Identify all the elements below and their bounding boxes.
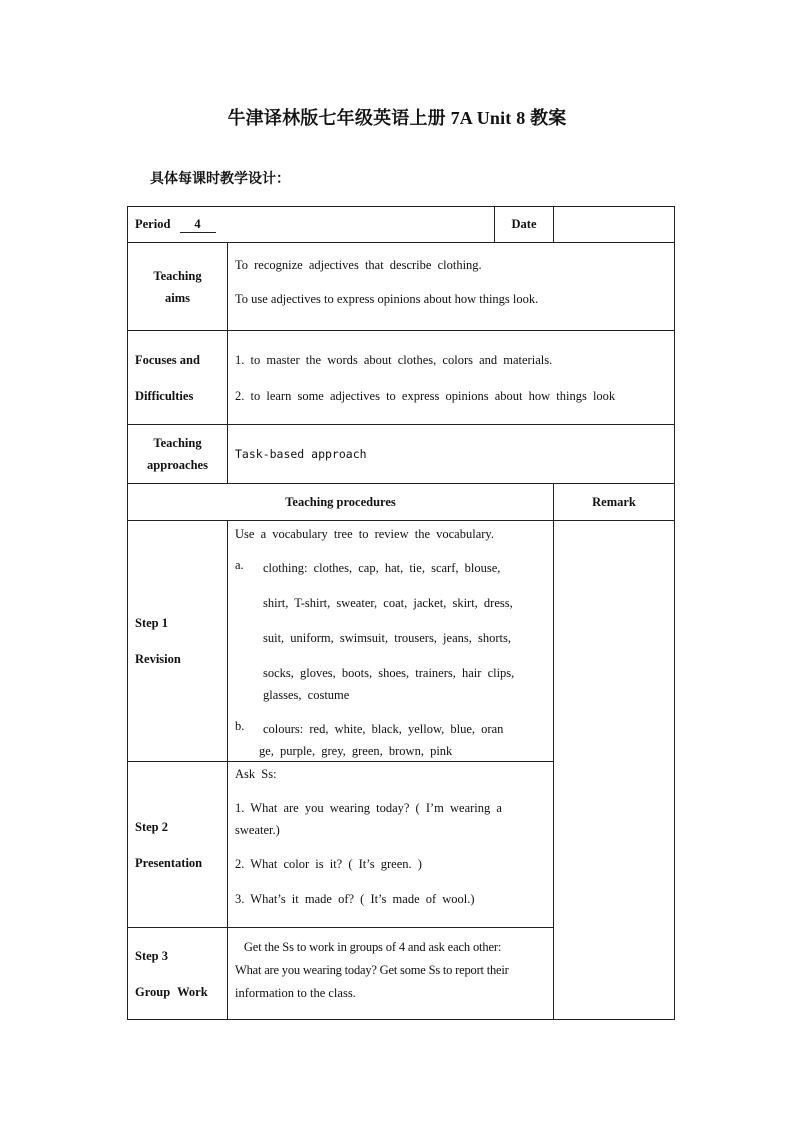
list-item bbox=[235, 719, 546, 739]
list-item-text bbox=[263, 558, 546, 705]
approaches-row bbox=[128, 425, 675, 484]
aims-label bbox=[128, 243, 228, 331]
period-value: 4 bbox=[180, 217, 216, 233]
step-row bbox=[128, 521, 675, 762]
list-item bbox=[235, 558, 546, 705]
focuses-line: 2. to learn some adjectives to express opinions about how things look bbox=[235, 388, 616, 403]
remark-cell bbox=[554, 521, 675, 1020]
step-line: information to the class. bbox=[235, 986, 356, 1000]
list-marker: a. bbox=[235, 558, 244, 572]
aims-label-line2: aims bbox=[165, 290, 190, 305]
step-line: 2. What color is it? ( It’s green. ) bbox=[235, 857, 422, 871]
focuses-label bbox=[128, 331, 228, 425]
step-content bbox=[228, 928, 554, 1020]
period-row bbox=[128, 207, 675, 243]
approaches-label-line2: approaches bbox=[147, 458, 208, 472]
approaches-label bbox=[128, 425, 228, 484]
period-cell bbox=[128, 207, 495, 243]
aims-content bbox=[228, 243, 675, 331]
step-content bbox=[228, 762, 554, 928]
step-line: clothing: clothes, cap, hat, tie, scarf, blouse, bbox=[263, 561, 501, 575]
list-item-text bbox=[263, 719, 546, 739]
step-label-line1: Step 2 bbox=[135, 819, 168, 834]
step-label-line1: Step 3 bbox=[135, 948, 168, 963]
step-label-line2: Presentation bbox=[135, 855, 203, 870]
step-label bbox=[128, 762, 228, 928]
remark-header: Remark bbox=[554, 484, 675, 521]
step-label-line2: Group Work bbox=[135, 984, 208, 999]
aims-line: To recognize adjectives that describe clothing. bbox=[235, 258, 482, 272]
step-label bbox=[128, 928, 228, 1020]
page-title: 牛津译林版七年级英语上册 7A Unit 8 教案 bbox=[227, 108, 567, 128]
step-line: Get the Ss to work in groups of 4 and ask each other: bbox=[235, 940, 502, 954]
step-line: colours: red, white, black, yellow, blue, oran bbox=[263, 722, 504, 736]
list-marker: b. bbox=[235, 719, 245, 733]
focuses-line: 1. to master the words about clothes, colors and materials. bbox=[235, 352, 553, 367]
approaches-label-line1: Teaching bbox=[153, 436, 202, 450]
step-line: suit, uniform, swimsuit, trousers, jeans, shorts, bbox=[263, 631, 511, 645]
lesson-plan-table bbox=[127, 206, 675, 1020]
step-line: shirt, T-shirt, sweater, coat, jacket, skirt, dress, bbox=[263, 596, 513, 610]
step-label-line1: Step 1 bbox=[135, 616, 168, 630]
procedures-header: Teaching procedures bbox=[128, 484, 554, 521]
procedures-header-row bbox=[128, 484, 675, 521]
step-label-line2: Revision bbox=[135, 652, 181, 666]
approaches-content: Task-based approach bbox=[228, 425, 675, 484]
focuses-label-line2: Difficulties bbox=[135, 388, 194, 403]
step-line: Ask Ss: bbox=[235, 767, 277, 781]
step-line: 1. What are you wearing today? ( I’m wearing a bbox=[235, 801, 502, 815]
focuses-label-line1: Focuses and bbox=[135, 352, 200, 367]
step-line: Use a vocabulary tree to review the vocabulary. bbox=[235, 527, 494, 541]
step-line: 3. What’s it made of? ( It’s made of wool.) bbox=[235, 892, 475, 906]
period-label: Period bbox=[135, 216, 171, 231]
step-label bbox=[128, 521, 228, 762]
step-line: sweater.) bbox=[235, 823, 280, 837]
step-line: ge, purple, grey, green, brown, pink bbox=[259, 744, 453, 758]
focuses-content bbox=[228, 331, 675, 425]
section-subtitle: 具体每课时教学设计： bbox=[150, 172, 290, 187]
step-content bbox=[228, 521, 554, 762]
date-value bbox=[554, 207, 675, 243]
step-line: What are you wearing today? Get some Ss to report their bbox=[235, 963, 509, 977]
date-label: Date bbox=[495, 207, 554, 243]
aims-line: To use adjectives to express opinions about how things look. bbox=[235, 292, 539, 306]
focuses-row bbox=[128, 331, 675, 425]
aims-label-line1: Teaching bbox=[153, 268, 202, 283]
step-line: socks, gloves, boots, shoes, trainers, hair clips, bbox=[263, 666, 515, 680]
aims-row bbox=[128, 243, 675, 331]
step-line: glasses, costume bbox=[263, 688, 350, 702]
